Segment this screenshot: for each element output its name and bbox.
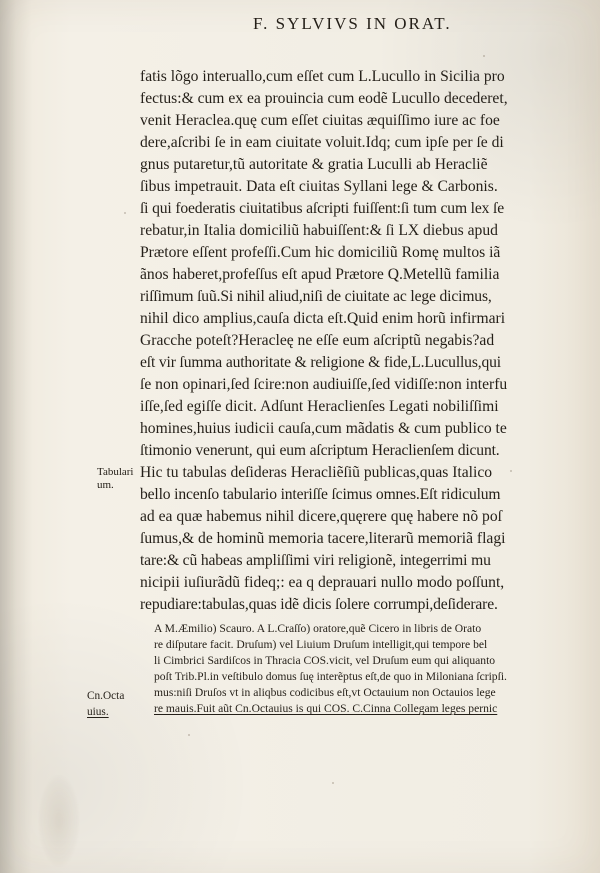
text-line: fectus:& cum ex ea prouincia cum eodẽ Lucullo decederet, [140,90,508,107]
text-line: venit Heraclea.quę cum eſſet ciuitas æquiſſimo iure ac foe [140,112,500,129]
text-line: dere,aſcribi ſe in eam ciuitate voluit.Idq; cum ipſe per ſe di [140,134,504,151]
text-line: rebatur,in Italia domiciliũ habuiſſent:& ſi LX diebus apud [140,222,498,239]
margin-note [97,466,142,492]
binding-shadow [0,0,32,873]
text-line: fatis lõgo interuallo,cum eſſet cum L.Lucullo in Sicilia pro [140,68,505,85]
margin-note-line: Tabulari [97,466,134,478]
text-line: ãnos haberet,profeſſus eſt apud Prætore Q.Metellũ familia [140,266,500,283]
text-line: Prætore eſſent profeſſi.Cum hic domiciliũ Romę multos iã [140,244,501,261]
text-line: homines,huius iudicii cauſa,cum mãdatis & cum publico te [140,420,507,437]
paper-speck [483,55,485,57]
text-line: tare:& cũ habeas ampliſſimi viri religionẽ, integerrimi mu [140,552,491,569]
footnote-line: re diſputare facit. Druſum) vel Liuium Druſum intelligit,qui tempore bel [154,638,488,651]
text-line: eſt vir ſumma authoritate & religione & fide,L.Lucullus,qui [140,354,501,371]
footnote-line: mus:niſi Druſos vt in aliqbus codicibus eſt,vt Octauium non Octauios lege [154,686,496,699]
text-line: riſſimum ſuũ.Si nihil aliud,niſi de ciuitate ac lege dicimus, [140,288,492,305]
text-line: repudiare:tabulas,quas idẽ dicis ſolere corrumpi,deſiderare. [140,596,498,613]
paper-stain [38,775,80,867]
text-line: Hic tu tabulas deſideras Heracliẽſiũ publicas,quas Italico [140,464,493,481]
footnote-line: A M.Æmilio) Scauro. A L.Craſſo) oratore,quẽ Cicero in libris de Orato [154,622,482,635]
paper-speck [156,76,158,78]
main-text-block [140,66,570,616]
text-line: nicipii iuſiurãdũ fideq;: ea q deprauari nullo modo poſſunt, [140,574,505,591]
paper-speck [510,470,512,472]
text-line: ſibus impetrauit. Data eſt ciuitas Syllani lege & Carbonis. [140,178,498,195]
text-line: bello incenſo tabulario interiſſe ſcimus omnes.Eſt ridiculum [140,486,501,503]
footnotes-block [154,621,569,717]
text-line: ſumus,& de hominũ memoria tacere,literarũ memoriã flagi [140,530,506,547]
paper-speck [188,734,190,736]
footnote-margin-line: uius. [87,706,109,718]
text-line: iſſe,ſed egiſſe dicit. Adſunt Heraclienſes Legati nobiliſſimi [140,398,499,415]
footnote-line: re mauis.Fuit aũt Cn.Octauius is qui COS. C.Cinna Collegam leges pernic [154,702,498,715]
text-line: ad ea quæ habemus nihil dicere,quęrere quę habere nõ poſ [140,508,502,525]
text-line: Gracche poteſt?Heracleę ne eſſe eum aſcriptũ negabis?ad [140,332,495,349]
footnote-line: poſt Trib.Pl.in veſtibulo domus ſuę interẽptus eſt,de quo in Miloniana ſcripſi. [154,670,507,683]
paper-speck [124,212,126,214]
text-line: nihil dico amplius,cauſa dicta eſt.Quid enim horũ infirmari [140,310,506,327]
text-line: ſi qui foederatis ciuitatibus aſcripti fuiſſent:ſi tum cum lex ſe [140,200,504,217]
footnote-line: li Cimbrici Sardiſcos in Thracia COS.vicit, vel Druſum eum qui aliquanto [154,654,496,667]
text-line: ſtimonio venerunt, qui eum aſcriptum Heraclienſem dicunt. [140,442,500,459]
paper-speck [332,782,334,784]
text-line: ſe non opinari,ſed ſcire:non audiuiſſe,ſed vidiſſe:non interfu [140,376,508,393]
footnote-margin-note [87,688,155,720]
footnote-margin-line: Cn.Octa [87,690,125,702]
running-head: F. SYLVIVS IN ORAT. [253,14,452,33]
margin-note-line: um. [97,479,114,491]
text-line: gnus putaretur,tũ autoritate & gratia Luculli ab Heracliẽ [140,156,488,173]
